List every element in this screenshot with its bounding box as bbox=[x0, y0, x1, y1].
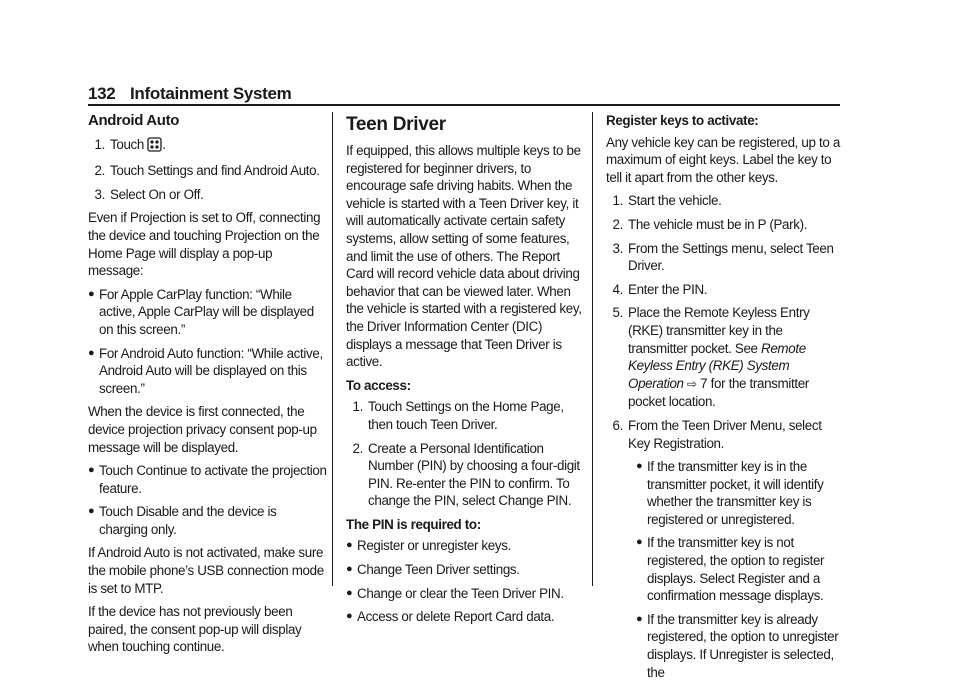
step-text: From the Settings menu, select Teen Driver. bbox=[628, 240, 834, 274]
bullet-icon: ● bbox=[346, 610, 353, 623]
step-number: 2. bbox=[612, 216, 623, 232]
step-number: 2. bbox=[94, 163, 105, 179]
page-number: 132 bbox=[88, 84, 116, 103]
bullet-icon: ● bbox=[346, 539, 353, 552]
step-text-part: for the transmitter pocket location. bbox=[628, 375, 809, 410]
step-number: 1. bbox=[94, 136, 105, 152]
paragraph: When the device is first connected, the device projection privacy consent pop-up message will be displayed. bbox=[88, 404, 317, 455]
bullet-item bbox=[88, 462, 328, 497]
step-text-part: Place the Remote Keyless Entry (RKE) transmitter key in the transmitter pocket. See bbox=[628, 305, 810, 356]
column-divider bbox=[332, 112, 333, 586]
column-register-keys bbox=[606, 112, 842, 687]
step-text bbox=[628, 304, 842, 411]
bullet-text: Register or unregister keys. bbox=[357, 538, 511, 554]
list-item bbox=[88, 162, 328, 180]
header-rule bbox=[88, 104, 840, 106]
bullet-icon: ● bbox=[636, 460, 643, 473]
projection-app-icon bbox=[147, 137, 162, 157]
bullet-item bbox=[88, 503, 328, 538]
step-text: Select On or Off. bbox=[110, 186, 204, 202]
step-text-part: From the Teen Driver Menu, select Key Registration. bbox=[628, 417, 822, 451]
bullet-item bbox=[88, 286, 328, 339]
step-text: Create a Personal Identification Number (PIN) by choosing a four-digit PIN. Re-enter the PIN to confirm. To change the PIN, select Change PIN. bbox=[368, 440, 580, 509]
subheading: The PIN is required to: bbox=[346, 516, 481, 532]
bullet-icon: ● bbox=[88, 346, 95, 359]
section-heading: Android Auto bbox=[88, 112, 180, 129]
sub-bullet-list bbox=[606, 458, 842, 681]
subheading: Register keys to activate: bbox=[606, 113, 759, 128]
bullet-icon: ● bbox=[88, 287, 95, 300]
step-label: Touch bbox=[110, 136, 144, 152]
page-header bbox=[88, 82, 840, 106]
bullet-text: For Apple CarPlay function: “While active, Apple CarPlay will be displayed on this screen.” bbox=[99, 286, 314, 337]
list-item bbox=[88, 136, 328, 157]
page-ref-arrow-icon: ⇨ bbox=[687, 376, 697, 391]
step-number: 3. bbox=[94, 186, 105, 202]
column-divider bbox=[592, 112, 593, 586]
chapter-title: Infotainment System bbox=[130, 84, 292, 103]
paragraph: If equipped, this allows multiple keys to be registered for beginner drivers, to encourage safe driving habits. When the vehicle is started with a Teen Driver key, it will automatically activate certain safety systems, allow setting of some features, and limit the use of others. The Report Card will record vehicle data about driving behavior that can be viewed later. When the vehicle is started with a registered key, the Driver Information Center (DIC) displays a message that Teen Driver is active. bbox=[346, 143, 582, 370]
step-text: Start the vehicle. bbox=[628, 193, 722, 209]
list-item bbox=[606, 417, 842, 452]
bullet-text: Touch Disable and the device is charging only. bbox=[99, 504, 277, 537]
list-item bbox=[346, 440, 582, 510]
list-item bbox=[606, 240, 842, 275]
section-title: Teen Driver bbox=[346, 114, 446, 135]
step-number: 2. bbox=[352, 440, 363, 456]
list-item bbox=[606, 216, 842, 234]
step-text: Touch Settings on the Home Page, then touch Teen Driver. bbox=[368, 399, 564, 432]
list-item bbox=[606, 304, 842, 411]
bullet-text: Change or clear the Teen Driver PIN. bbox=[357, 585, 564, 601]
step-number: 6. bbox=[612, 417, 623, 433]
column-android-auto bbox=[88, 112, 328, 662]
bullet-text: If the transmitter key is not registered, the option to register displays. Select Register and a confirmation message displays. bbox=[647, 535, 825, 604]
bullet-text: If the transmitter key is already registered, the option to unregister displays. If Unregister is selected, the bbox=[647, 611, 839, 680]
bullet-icon: ● bbox=[88, 464, 95, 477]
step-punct: . bbox=[162, 136, 166, 152]
bullet-item bbox=[636, 534, 842, 604]
bullet-icon: ● bbox=[346, 586, 353, 599]
paragraph: Even if Projection is set to Off, connecting the device and touching Projection on the Home Page will display a pop-up message: bbox=[88, 210, 321, 279]
bullet-item bbox=[346, 585, 582, 603]
step-number: 4. bbox=[612, 281, 623, 297]
bullet-text: If the transmitter key is in the transmitter pocket, it will identify whether the transmitter key is registered or unregistered. bbox=[647, 459, 824, 527]
bullet-item bbox=[636, 458, 842, 528]
step-text: Touch Settings and find Android Auto. bbox=[110, 163, 320, 179]
paragraph: If Android Auto is not activated, make sure the mobile phone’s USB connection mode is set to MTP. bbox=[88, 545, 324, 596]
step-text: Enter the PIN. bbox=[628, 281, 708, 297]
step-text bbox=[628, 417, 842, 452]
step-number: 1. bbox=[352, 399, 363, 415]
bullet-text: Access or delete Report Card data. bbox=[357, 609, 555, 625]
bullet-icon: ● bbox=[636, 612, 643, 625]
bullet-icon: ● bbox=[636, 536, 643, 549]
step-text bbox=[110, 136, 328, 157]
bullet-item bbox=[346, 561, 582, 579]
bullet-icon: ● bbox=[346, 563, 353, 576]
paragraph: Any vehicle key can be registered, up to a maximum of eight keys. Label the key to tell it apart from the other keys. bbox=[606, 134, 840, 185]
step-number: 3. bbox=[612, 240, 623, 256]
list-item bbox=[346, 398, 582, 433]
page-ref-number[interactable]: 7 bbox=[700, 375, 708, 391]
bullet-text: Touch Continue to activate the projection feature. bbox=[99, 463, 327, 496]
step-text: The vehicle must be in P (Park). bbox=[628, 216, 808, 232]
list-item bbox=[606, 192, 842, 210]
step-number: 1. bbox=[612, 193, 623, 209]
bullet-text: For Android Auto function: “While active, Android Auto will be displayed on this screen.” bbox=[99, 345, 323, 396]
bullet-item bbox=[346, 537, 582, 555]
list-item bbox=[88, 186, 328, 204]
bullet-icon: ● bbox=[88, 505, 95, 518]
bullet-item bbox=[636, 611, 842, 681]
column-teen-driver bbox=[346, 112, 582, 632]
bullet-item bbox=[346, 608, 582, 626]
bullet-text: Change Teen Driver settings. bbox=[357, 562, 520, 578]
subheading: To access: bbox=[346, 377, 411, 393]
bullet-item bbox=[88, 345, 328, 398]
list-item bbox=[606, 281, 842, 299]
paragraph: If the device has not previously been paired, the consent pop-up will display when touching continue. bbox=[88, 604, 302, 655]
step-number: 5. bbox=[612, 305, 623, 321]
cross-reference-link[interactable]: Remote Keyless Entry (RKE) System Operation bbox=[628, 340, 806, 391]
